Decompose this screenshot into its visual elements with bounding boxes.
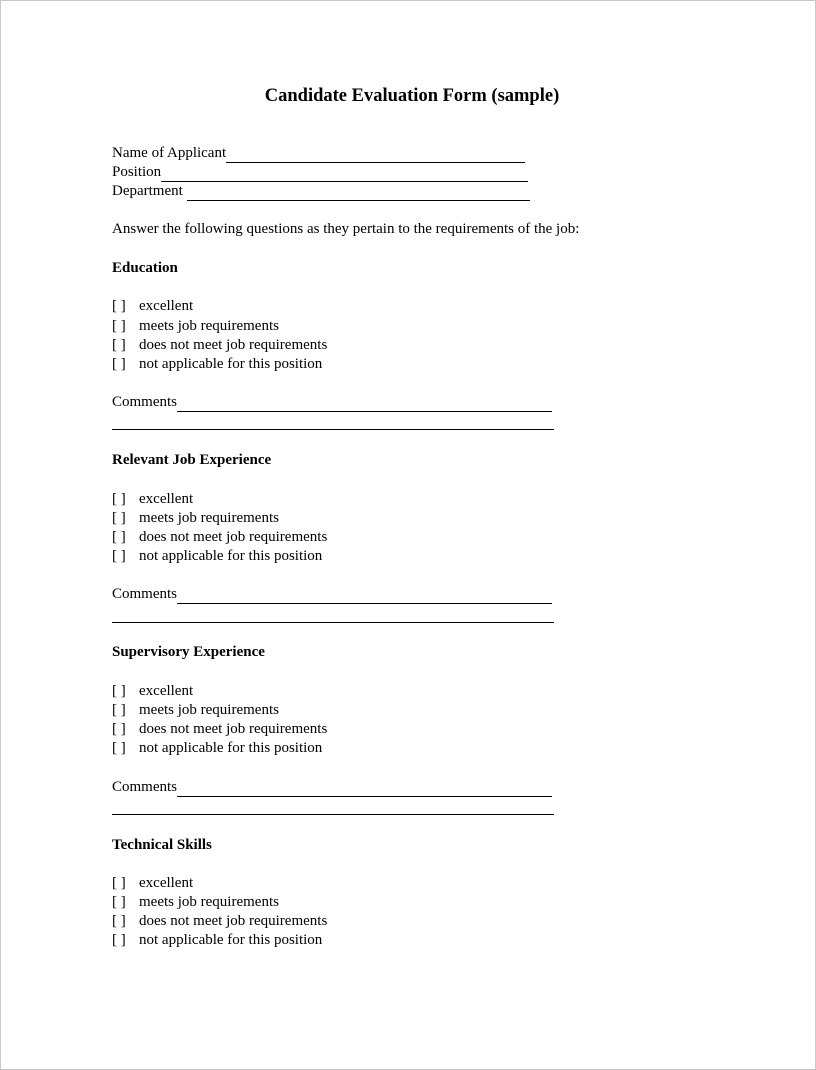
applicant-name-line[interactable] [226,147,525,163]
comments-label: Comments [112,586,178,602]
comments-label: Comments [112,394,178,410]
option-excellent[interactable] [112,682,193,701]
section-heading-education: Education [112,260,178,276]
option-does-not-meet[interactable] [112,336,327,355]
option-meets-requirements[interactable] [112,509,279,528]
applicant-name-label: Name of Applicant [112,145,227,161]
option-not-applicable[interactable] [112,355,322,374]
option-label: meets job requirements [139,318,279,334]
position-line[interactable] [161,166,528,182]
comments-field-job-experience[interactable] [112,585,552,604]
option-excellent[interactable] [112,874,193,893]
applicant-name-field[interactable] [112,144,525,163]
option-label: not applicable for this position [139,740,323,756]
option-label: not applicable for this position [139,932,323,948]
department-label: Department [112,183,183,199]
checkbox-bracket[interactable]: [ ] [112,356,126,372]
checkbox-bracket[interactable]: [ ] [112,932,126,948]
checkbox-bracket[interactable]: [ ] [112,875,126,891]
section-heading-supervisory: Supervisory Experience [112,644,265,660]
option-meets-requirements[interactable] [112,701,279,720]
option-excellent[interactable] [112,297,193,316]
comments-line[interactable] [177,588,552,604]
option-meets-requirements[interactable] [112,893,279,912]
option-label: not applicable for this position [139,548,323,564]
option-label: does not meet job requirements [139,337,328,353]
option-label: excellent [139,683,194,699]
comments-line[interactable] [177,781,552,797]
checkbox-bracket[interactable]: [ ] [112,337,126,353]
option-label: meets job requirements [139,894,279,910]
instructions-text: Answer the following questions as they pertain to the requirements of the job: [112,221,580,237]
checkbox-bracket[interactable]: [ ] [112,740,126,756]
option-not-applicable[interactable] [112,931,322,950]
checkbox-bracket[interactable]: [ ] [112,913,126,929]
comments-field-supervisory[interactable] [112,778,552,797]
comments-field-education[interactable] [112,393,552,412]
checkbox-bracket[interactable]: [ ] [112,318,126,334]
comments-line-2[interactable] [112,814,554,815]
comments-line[interactable] [177,396,552,412]
option-does-not-meet[interactable] [112,912,327,931]
checkbox-bracket[interactable]: [ ] [112,683,126,699]
option-label: does not meet job requirements [139,721,328,737]
option-label: does not meet job requirements [139,529,328,545]
position-field[interactable] [112,163,528,182]
option-label: does not meet job requirements [139,913,328,929]
option-excellent[interactable] [112,490,193,509]
option-label: excellent [139,875,194,891]
checkbox-bracket[interactable]: [ ] [112,702,126,718]
checkbox-bracket[interactable]: [ ] [112,548,126,564]
option-label: not applicable for this position [139,356,323,372]
option-meets-requirements[interactable] [112,317,279,336]
department-line[interactable] [187,185,530,201]
comments-line-2[interactable] [112,429,554,430]
section-heading-technical-skills: Technical Skills [112,837,212,853]
option-label: excellent [139,491,194,507]
option-not-applicable[interactable] [112,547,322,566]
option-label: excellent [139,298,194,314]
comments-line-2[interactable] [112,622,554,623]
checkbox-bracket[interactable]: [ ] [112,510,126,526]
option-does-not-meet[interactable] [112,720,327,739]
checkbox-bracket[interactable]: [ ] [112,298,126,314]
option-does-not-meet[interactable] [112,528,327,547]
department-field[interactable] [112,182,530,201]
checkbox-bracket[interactable]: [ ] [112,491,126,507]
section-heading-job-experience: Relevant Job Experience [112,452,272,468]
position-label: Position [112,164,162,180]
checkbox-bracket[interactable]: [ ] [112,529,126,545]
comments-label: Comments [112,779,178,795]
checkbox-bracket[interactable]: [ ] [112,894,126,910]
option-label: meets job requirements [139,510,279,526]
checkbox-bracket[interactable]: [ ] [112,721,126,737]
page-title: Candidate Evaluation Form (sample) [264,86,560,106]
option-not-applicable[interactable] [112,739,322,758]
option-label: meets job requirements [139,702,279,718]
